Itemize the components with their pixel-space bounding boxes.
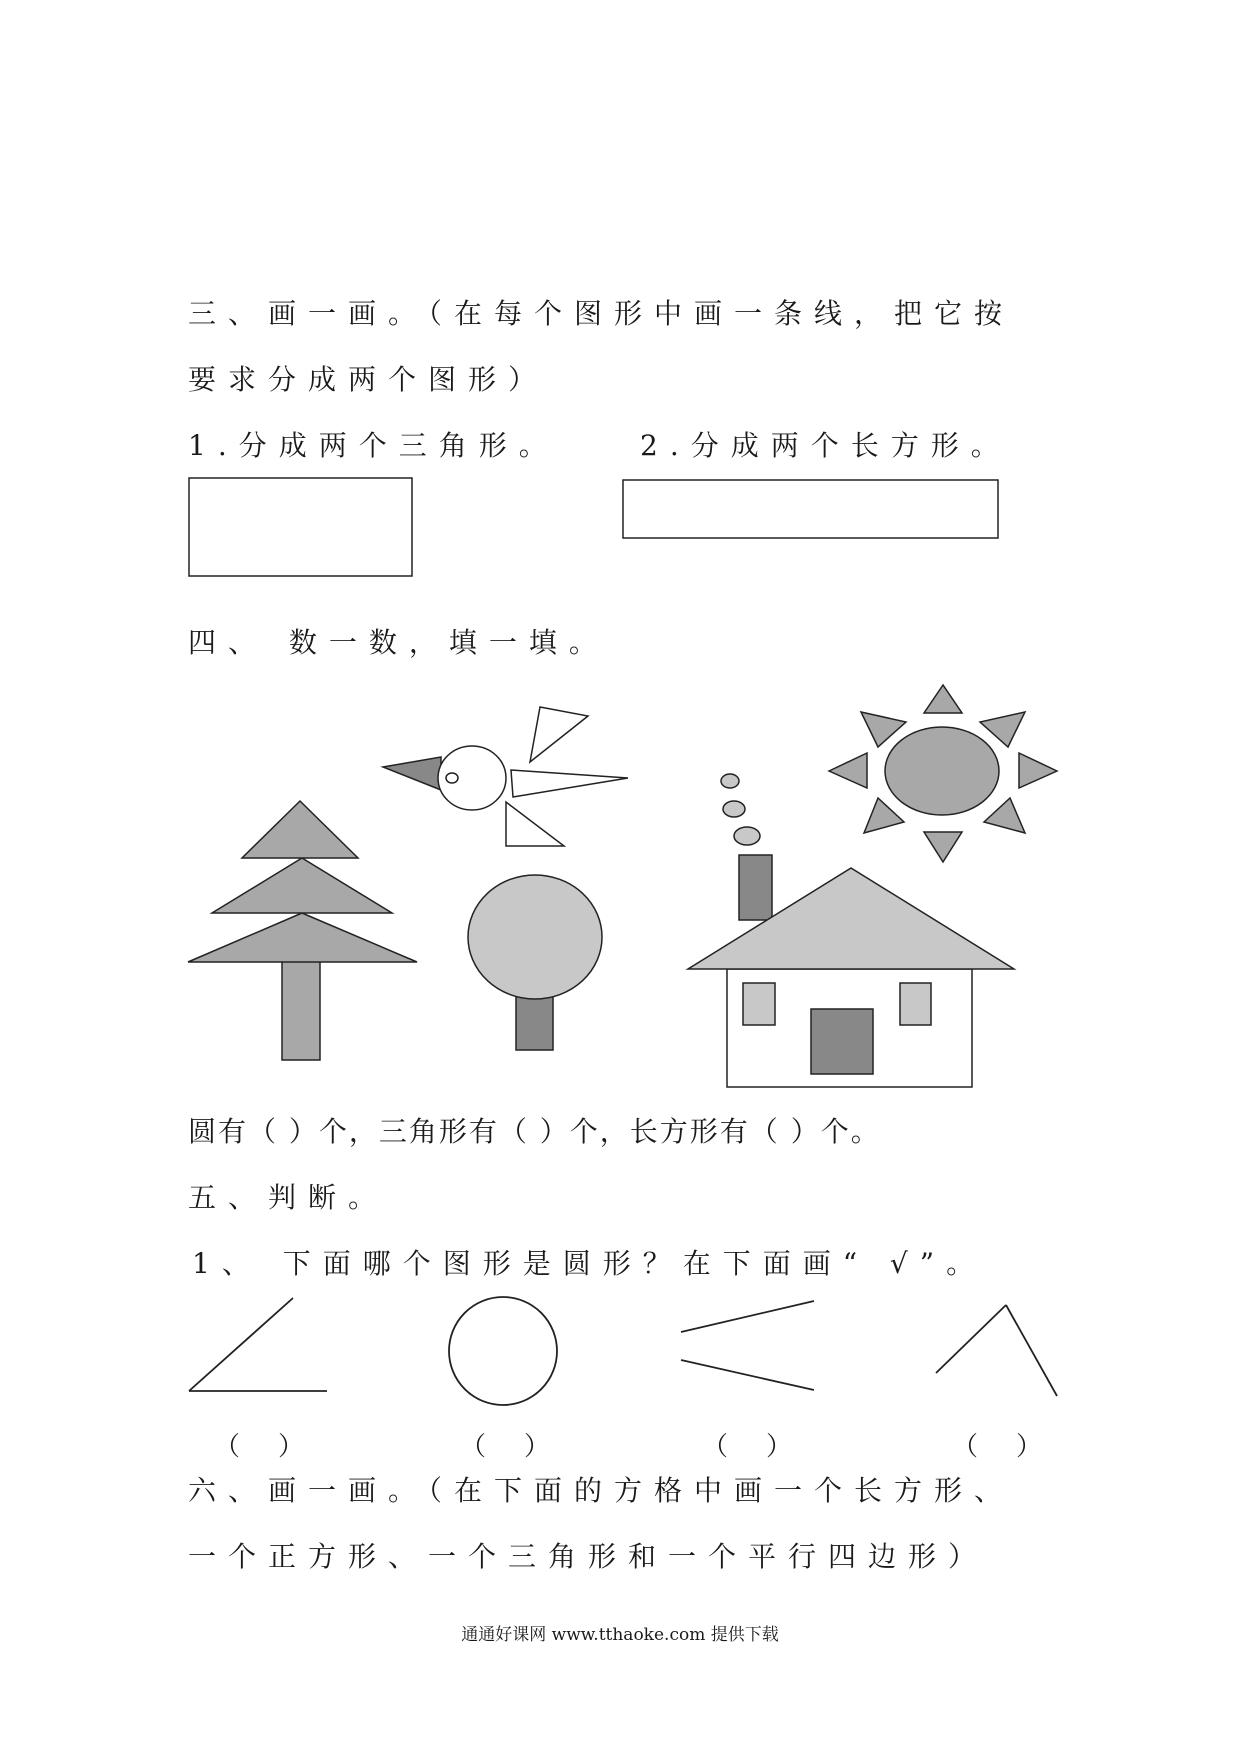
section5-heading: 五、判断。 xyxy=(188,1181,389,1214)
section3-heading-line2: 要求分成两个图形） xyxy=(188,363,549,396)
answer-blank-1[interactable]: （ ） xyxy=(214,1432,311,1462)
figure-open-lines xyxy=(681,1301,814,1390)
answer-blank-3[interactable]: （ ） xyxy=(702,1432,799,1462)
answer-blank-2[interactable]: （ ） xyxy=(460,1432,557,1462)
section3-heading-line1: 三、画一画。（在每个图形中画一条线，把它按 xyxy=(188,297,1015,330)
section4-heading: 四、 数一数，填一填。 xyxy=(188,626,609,659)
figure-circle xyxy=(449,1297,557,1405)
footer-credit: 通通好课网 www.tthaoke.com 提供下载 xyxy=(461,1625,779,1645)
section6-heading-line2: 一个正方形、一个三角形和一个平行四边形） xyxy=(188,1540,989,1573)
answer-blank-4[interactable]: （ ） xyxy=(952,1432,1049,1462)
task2-label: 2.分成两个长方形。 xyxy=(640,429,1011,462)
figure-peak xyxy=(936,1305,1057,1396)
figure-angle xyxy=(189,1298,327,1391)
question1: 1、 下面哪个图形是圆形？在下面画“ √”。 xyxy=(192,1247,987,1280)
count-fill-sentence: 圆有（ ）个，三角形有（ ）个，长方形有（ ）个。 xyxy=(188,1115,881,1148)
section6-heading-line1: 六、画一画。（在下面的方格中画一个长方形、 xyxy=(188,1474,1015,1507)
task1-label: 1.分成两个三角形。 xyxy=(188,429,559,462)
